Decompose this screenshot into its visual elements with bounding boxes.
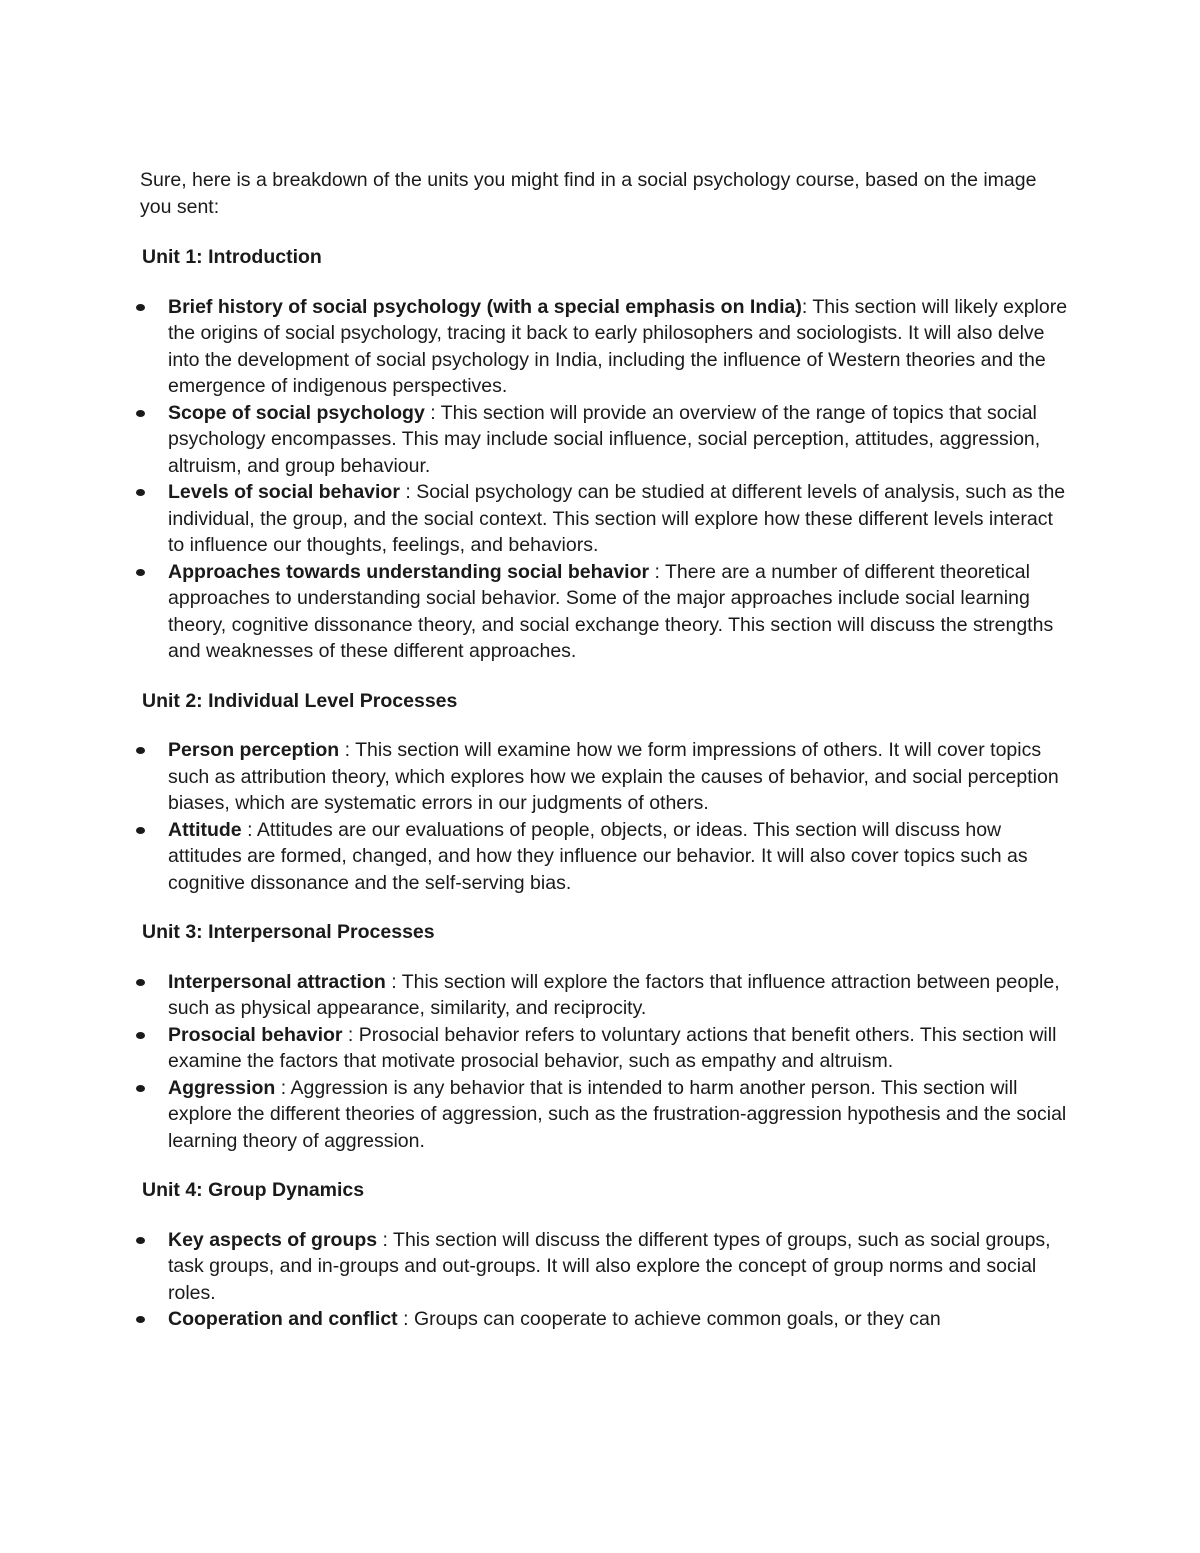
item-description: Prosocial behavior refers to voluntary actions that benefit others. This section will examine the factors that motivate prosocial behavior, such as empathy and altruism. <box>168 1023 1057 1072</box>
list-item <box>140 969 1070 1022</box>
bullet-icon <box>136 410 145 417</box>
item-description: Social psychology can be studied at different levels of analysis, such as the individual, the group, and the social context. This section will explore how these different levels interact to influence our thoughts, feelings, and behaviors. <box>168 481 1066 556</box>
list-item <box>140 1022 1070 1075</box>
item-term: Brief history of social psychology (with a special emphasis on India) <box>168 295 802 318</box>
item-term: Person perception <box>168 739 340 761</box>
unit-item-list <box>140 969 1070 1155</box>
unit-heading: Unit 3: Interpersonal Processes <box>142 921 435 943</box>
item-description: Aggression is any behavior that is intended to harm another person. This section will explore the different theories of aggression, such as the frustration-aggression hypothesis and the social learning theory of aggression. <box>168 1076 1067 1152</box>
list-item <box>140 294 1070 400</box>
item-term: Aggression <box>168 1076 276 1099</box>
unit-heading: Unit 4: Group Dynamics <box>142 1179 365 1201</box>
item-term: Levels of social behavior <box>168 481 400 503</box>
item-term: Attitude <box>168 818 242 841</box>
item-term: Key aspects of groups <box>168 1228 378 1251</box>
item-term: Prosocial behavior <box>168 1023 343 1046</box>
intro-paragraph: Sure, here is a breakdown of the units you might find in a social psychology course, based on the image you sent: <box>140 169 1037 218</box>
list-item <box>140 817 1070 897</box>
item-term: Approaches towards understanding social behavior <box>168 560 650 583</box>
unit-item-list <box>140 294 1070 665</box>
item-separator: : <box>377 1228 394 1251</box>
list-item <box>140 1306 1070 1333</box>
bullet-icon <box>136 1085 145 1092</box>
item-separator: : <box>275 1076 291 1099</box>
item-separator: : <box>424 401 441 424</box>
document-body <box>140 167 1070 1356</box>
unit-section <box>140 1177 1070 1333</box>
bullet-icon <box>136 979 145 986</box>
item-description: Groups can cooperate to achieve common goals, or they can <box>413 1308 941 1330</box>
unit-heading: Unit 1: Introduction <box>142 246 322 268</box>
item-separator: : <box>339 739 356 761</box>
item-term: Scope of social psychology <box>168 401 425 424</box>
list-item <box>140 737 1070 817</box>
item-separator: : <box>241 818 257 841</box>
unit-section <box>140 244 1070 665</box>
unit-item-list <box>140 1227 1070 1333</box>
item-term: Interpersonal attraction <box>168 970 386 993</box>
item-description: This section will discuss the different types of groups, such as social groups, task groups, and in-groups and out-groups. It will also explore the concept of group norms and social roles. <box>168 1228 1051 1304</box>
bullet-icon <box>136 827 145 834</box>
bullet-icon <box>136 569 145 576</box>
unit-section <box>140 919 1070 1154</box>
list-item <box>140 479 1070 559</box>
item-description: This section will likely explore the origins of social psychology, tracing it back to early philosophers and sociologists. It will also delve into the development of social psychology in India, including the influence of Western theories and the emergence of indigenous perspectives. <box>168 295 1068 397</box>
item-description: This section will examine how we form impressions of others. It will cover topics such as attribution theory, which explores how we explain the causes of behavior, and social perception biases, which are systematic errors in our judgments of others. <box>168 739 1059 814</box>
item-description: There are a number of different theoretical approaches to understanding social behavior. Some of the major approaches include social learning theory, cognitive dissonance theory, and social exchange theory. This section will discuss the strengths and weaknesses of these different approaches. <box>168 560 1054 662</box>
item-separator: : <box>397 1308 414 1330</box>
item-description: Attitudes are our evaluations of people, objects, or ideas. This section will discuss how attitudes are formed, changed, and how they influence our behavior. It will also cover topics such as cognitive dissonance and the self-serving bias. <box>168 818 1028 894</box>
unit-section <box>140 688 1070 897</box>
bullet-icon <box>136 1316 145 1323</box>
bullet-icon <box>136 747 145 754</box>
bullet-icon <box>136 1032 145 1039</box>
item-separator: : <box>801 295 813 318</box>
bullet-icon <box>136 304 145 311</box>
bullet-icon <box>136 1237 145 1244</box>
list-item <box>140 1075 1070 1155</box>
item-separator: : <box>649 560 666 583</box>
list-item <box>140 400 1070 480</box>
list-item <box>140 559 1070 665</box>
item-description: This section will provide an overview of the range of topics that social psychology encompasses. This may include social influence, social perception, attitudes, aggression, altruism, and group behaviour. <box>168 401 1041 477</box>
item-term: Cooperation and conflict <box>168 1308 398 1330</box>
list-item <box>140 1227 1070 1307</box>
item-separator: : <box>399 481 417 503</box>
unit-item-list <box>140 737 1070 896</box>
unit-heading: Unit 2: Individual Level Processes <box>142 689 458 712</box>
item-separator: : <box>342 1023 359 1046</box>
item-description: This section will explore the factors that influence attraction between people, such as physical appearance, similarity, and reciprocity. <box>168 970 1060 1019</box>
bullet-icon <box>136 489 145 496</box>
item-separator: : <box>385 970 402 993</box>
